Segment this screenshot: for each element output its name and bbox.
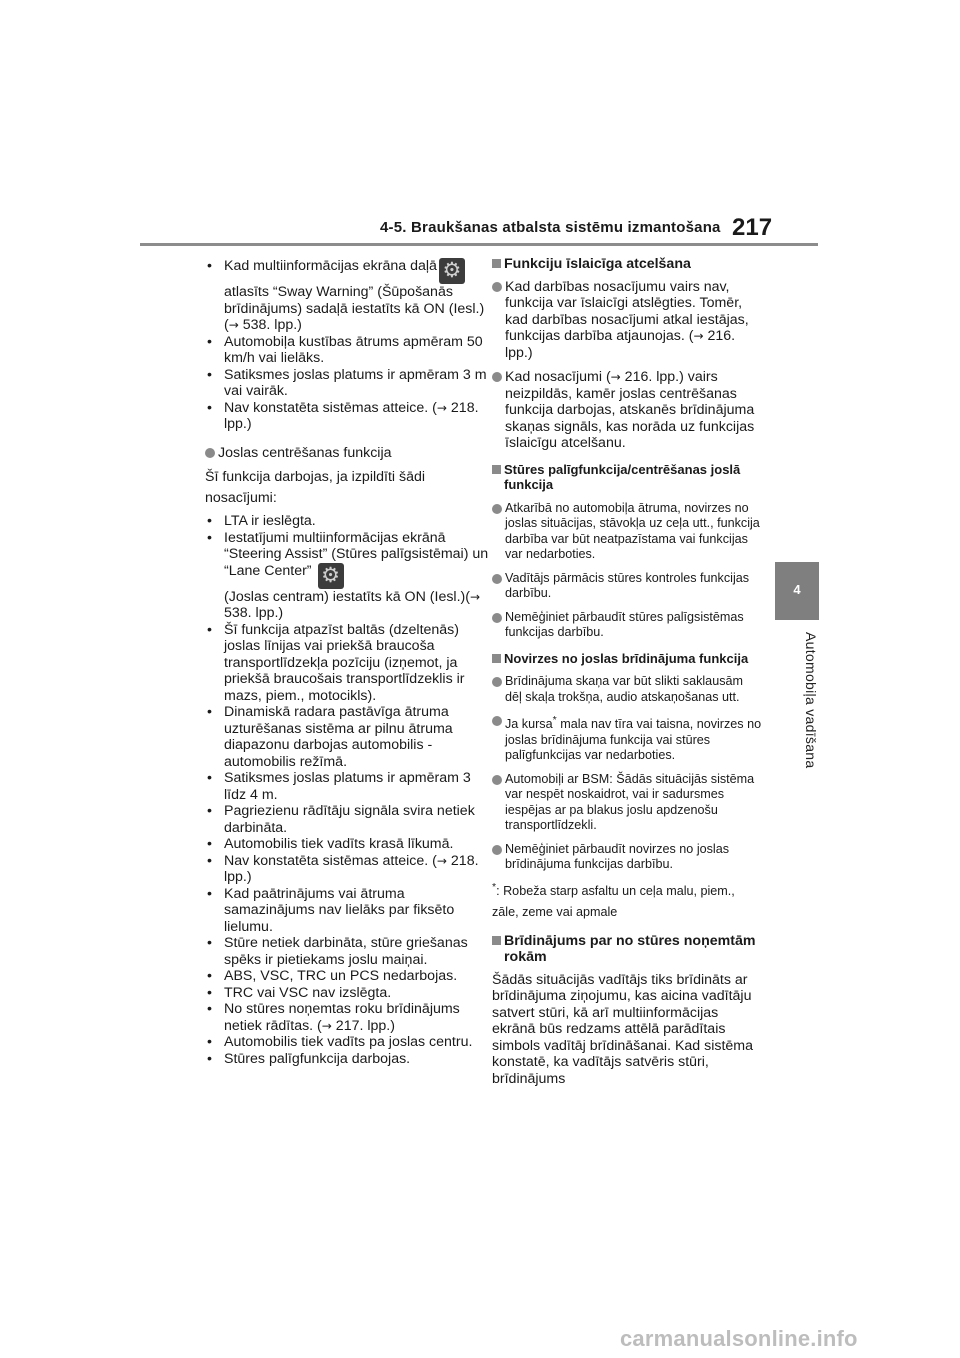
list-item: • ABS, VSC, TRC un PCS nedarbojas. [205,968,495,985]
chapter-label: Automobiļa vadīšana [803,632,819,769]
list-item: • Stūre netiek darbināta, stūre griešanas spēks ir pietiekams joslu maiņai. [205,935,495,968]
list-item: • Automobilis tiek vadīts krasā līkumā. [205,836,495,853]
list-item: • Nav konstatēta sistēmas atteice. (→ 218. lpp.) [205,400,495,433]
body-paragraph: Šādās situācijās vadītājs tiks brīdināts ar brīdinājuma ziņojumu, kas aicina vadītāju satvert stūri, kā arī multiinformācijas ekrānā būs redzams attēlā parādītais simbols vadītāj brīdināšanai. Kad sistēma konstatē, ka vadītājs satvēris stūri, brīdinājums [492,971,754,1087]
subsection-heading: Novirzes no joslas brīdinājuma funkcija [492,651,762,667]
list-item: Kad nosacījumi (→ 216. lpp.) vairs neizpildās, kamēr joslas centrēšanas funkcija darbojas, atskanēs brīdinājuma skaņas signāls, kas norāda uz funkcijas īslaicīgu atcelšanu. [492,369,762,452]
list-item: Kad darbības nosacījumu vairs nav, funkcija var īslaicīgi atslēgties. Tomēr, kad darbības nosacījumi atkal iestājas, funkcijas darbība atjaunojas. (→ 216. lpp.) [492,279,762,362]
list-item: • LTA ir ieslēgta. [205,513,495,530]
list-item: • Šī funkcija atpazīst baltās (dzeltenās) joslas līnijas vai priekšā braucoša transportlīdzekļa pozīciju (izņemot, ja priekšā braucošais transportlīdzeklis ir mazs, piem., motocikls). [205,622,495,705]
list-item: • Stūres palīgfunkcija darbojas. [205,1051,495,1068]
list-item: • Iestatījumi multiinformācijas ekrānā “Steering Assist” (Stūres palīgsistēmai) un “Lane Center” ⚙ (Joslas centram) iestatīts kā ON (Iesl.)(→ 538. lpp.) [205,530,495,622]
list-item: • TRC vai VSC nav izslēgta. [205,985,495,1002]
list-item: Brīdinājuma skaņa var būt slikti saklausām dēļ skaļa trokšņa, audio atskaņošanas utt. [492,674,762,705]
list-item: Nemēģiniet pārbaudīt novirzes no joslas brīdinājuma funkcijas darbību. [492,842,762,873]
list-item: Automobiļi ar BSM: Šādās situācijās sistēma var nespēt noskaidrot, vai ir sadursmes iespējas ar pa blakus joslu apdzenošu transportlīdzekli. [492,772,762,834]
arrow-right-icon: → [436,853,447,868]
list-item: • Pagriezienu rādītāju signāla svira netiek darbināta. [205,803,495,836]
list-item: • Satiksmes joslas platums ir apmēram 3 līdz 4 m. [205,770,495,803]
arrow-right-icon: → [436,400,447,415]
left-column [205,258,495,1067]
list-item: • Kad paātrinājums vai ātruma samazinājums nav lielāks par fiksēto lielumu. [205,886,495,936]
list-item: • Kad multiinformācijas ekrāna daļā ⚙ atlasīts “Sway Warning” (Šūpošanās brīdinājums) sadaļā iestatīts kā ON (Iesl.) (→ 538. lpp.) [205,258,495,334]
page-number: 217 [732,214,773,241]
list-item: • Nav konstatēta sistēmas atteice. (→ 218. lpp.) [205,853,495,886]
arrow-right-icon: → [610,370,621,384]
list-item: • Automobilis tiek vadīts pa joslas centru. [205,1034,495,1051]
subsection-heading: Funkciju īslaicīga atcelšana [492,256,762,273]
chapter-number: 4 [793,582,801,597]
section-heading: Joslas centrēšanas funkcija [205,445,495,462]
list-item: • Dinamiskā radara pastāvīga ātruma uzturēšanas sistēma ar pilnu ātruma diapazonu darbojas automobilis - automobilis režīmā. [205,704,495,770]
header-divider [140,243,818,246]
list-item: • No stūres noņemtas roku brīdinājums netiek rādītas. (→ 217. lpp.) [205,1001,495,1034]
footnote: *: Robeža starp asfaltu un ceļa malu, piem., zāle, zeme vai apmale [492,880,735,919]
arrow-right-icon: → [321,1018,332,1033]
list-item: Vadītājs pārmācis stūres kontroles funkcijas darbību. [492,571,762,602]
arrow-right-icon: → [693,329,704,343]
watermark: carmanualsonline.info [620,1326,858,1351]
subsection-heading: Stūres palīgfunkcija/centrēšanas joslā funkcija [492,462,762,493]
settings-gear-icon: ⚙ [318,563,344,589]
list-item: Ja kursa* mala nav tīra vai taisna, novirzes no joslas brīdinājuma funkcija vai stūres palīgfunkcijas var nedarboties. [492,713,762,764]
list-item: • Automobiļa kustības ātrums apmēram 50 km/h vai lielāks. [205,334,495,367]
list-item: • Satiksmes joslas platums ir apmēram 3 m vai vairāk. [205,367,495,400]
intro-text: Šī funkcija darbojas, ja izpildīti šādi nosacījumi: [205,469,426,506]
right-column [492,256,762,1087]
section-title: 4-5. Braukšanas atbalsta sistēmu izmantošana [380,219,721,236]
arrow-right-icon: → [228,318,239,332]
chapter-tab [775,562,819,620]
settings-gear-icon: ⚙ [439,258,465,284]
list-item: Nemēģiniet pārbaudīt stūres palīgsistēmas funkcijas darbību. [492,610,762,641]
list-item: Atkarībā no automobiļa ātruma, novirzes no joslas situācijas, stāvokļa uz ceļa utt., funkcija darbība var būt neatpazīstama vai funkcijas var nedarboties. [492,501,762,563]
arrow-right-icon: → [469,589,481,604]
subsection-heading: Brīdinājums par no stūres noņemtām rokām [492,933,762,966]
footnote-mark: * [552,714,557,726]
